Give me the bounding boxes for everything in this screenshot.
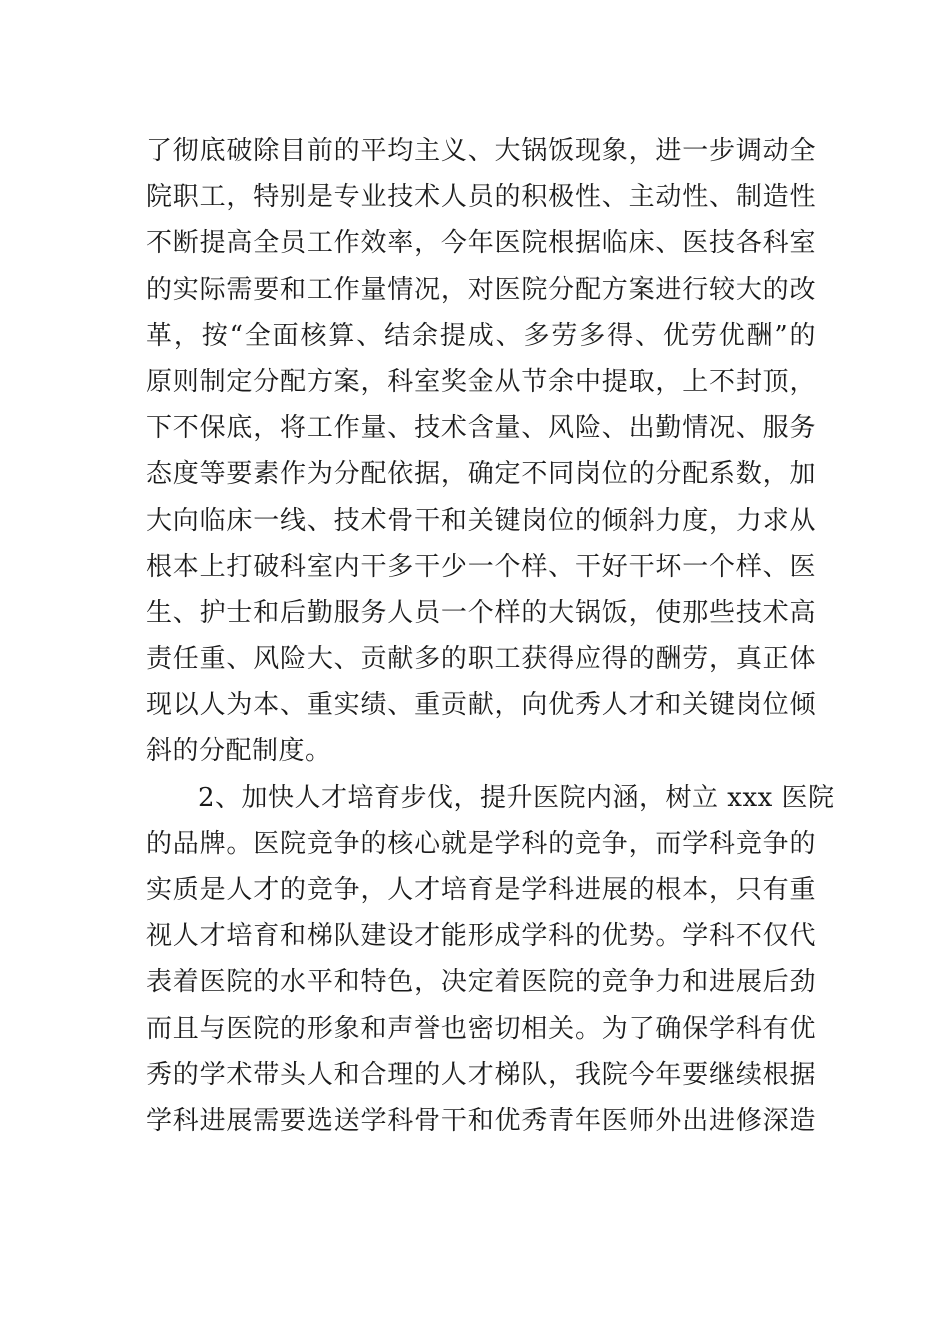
body-text (146, 132, 835, 1148)
text-line: 的品牌。医院竞争的核心就是学科的竞争，而学科竞争的 (146, 828, 816, 859)
text-line: 的实际需要和工作量情况，对医院分配方案进行较大的改 (146, 274, 816, 305)
text-line: 表着医院的水平和特色，决定着医院的竞争力和进展后劲 (146, 967, 816, 998)
text-line: 责任重、风险大、贡献多的职工获得应得的酬劳，真正体 (146, 644, 816, 675)
text-line: 实质是人才的竞争，人才培育是学科进展的根本，只有重 (146, 875, 816, 905)
text-line: 现以人为本、重实绩、重贡献，向优秀人才和关键岗位倾 (146, 690, 816, 721)
text-line: 秀的学术带头人和合理的人才梯队，我院今年要继续根据 (146, 1059, 816, 1090)
text-line: 斜的分配制度。 (146, 736, 332, 767)
text-line: 原则制定分配方案，科室奖金从节余中提取，上不封顶， (146, 366, 816, 397)
text-line: 学科进展需要选送学科骨干和优秀青年医师外出进修深造 (146, 1105, 816, 1136)
text-line: 而且与医院的形象和声誉也密切相关。为了确保学科有优 (146, 1013, 816, 1044)
text-line: 视人才培育和梯队建设才能形成学科的优势。学科不仅代 (146, 921, 816, 952)
text-line: 了彻底破除目前的平均主义、大锅饭现象，进一步调动全 (146, 136, 816, 166)
text-line: 革，按“全面核算、结余提成、多劳多得、优劳优酬”的 (146, 320, 816, 351)
text-line: 态度等要素作为分配依据，确定不同岗位的分配系数，加 (146, 459, 816, 490)
text-line: 生、护士和后勤服务人员一个样的大锅饭，使那些技术高 (146, 597, 816, 628)
paragraph-start-line: 2、加快人才培育步伐，提升医院内涵，树立 xxx 医院 (198, 782, 835, 813)
text-line: 院职工，特别是专业技术人员的积极性、主动性、制造性 (146, 182, 816, 213)
text-line: 根本上打破科室内干多干少一个样、干好干坏一个样、医 (146, 551, 816, 582)
text-line: 不断提高全员工作效率，今年医院根据临床、医技各科室 (146, 228, 816, 259)
text-line: 大向临床一线、技术骨干和关键岗位的倾斜力度，力求从 (146, 505, 816, 536)
text-line: 下不保底，将工作量、技术含量、风险、出勤情况、服务 (146, 413, 816, 444)
